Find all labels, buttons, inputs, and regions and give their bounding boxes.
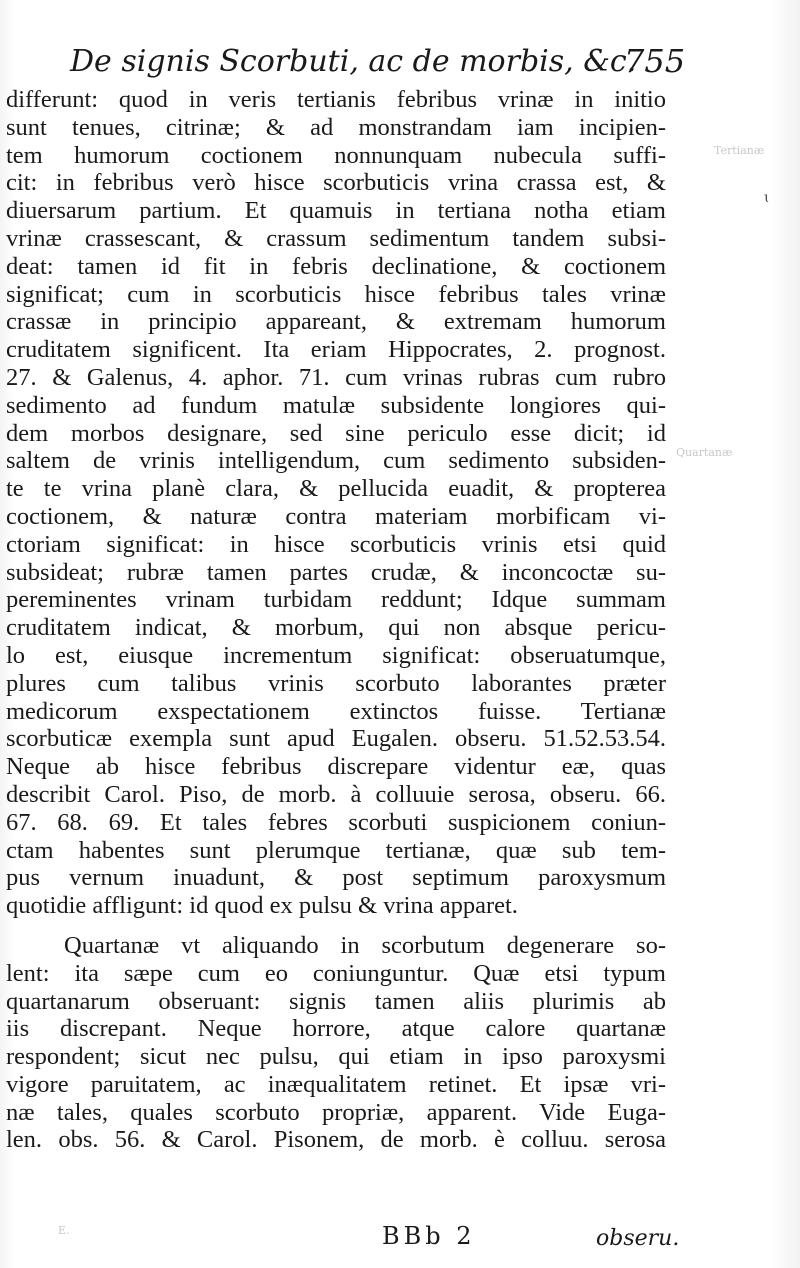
signature-mark: BBb 2: [382, 1222, 476, 1250]
margin-note: Tertianæ: [714, 144, 765, 157]
text-line: quotidie affligunt: id quod ex pulsu & vrina apparet.: [6, 892, 518, 920]
text-line: 27. & Galenus, 4. aphor. 71. cum vrinas rubras cum rubro: [6, 363, 666, 391]
text-line: saltem de vrinis intelligendum, cum sedimento subsiden-: [6, 447, 666, 475]
text-line: vrinæ crassescant, & crassum sedimentum tandem subsi-: [6, 224, 666, 252]
text-line: lo est, eiusque incrementum significat: obseruatumque,: [6, 641, 666, 669]
text-line: dem morbos designare, sed sine periculo esse dicit; id: [6, 419, 666, 447]
text-line: cruditatem indicat, & morbum, qui non absque pericu-: [6, 614, 666, 642]
text-line: 67. 68. 69. Et tales febres scorbuti suspicionem coniun-: [6, 808, 666, 836]
text-line: tem humorum coctionem nonnunquam nubecula suffi-: [6, 141, 666, 169]
text-line: Quartanæ vt aliquando in scorbutum degenerare so-: [64, 931, 666, 959]
text-line: describit Carol. Piso, de morb. à colluuie serosa, obseru. 66.: [6, 780, 666, 808]
margin-mark: ɩ: [764, 190, 770, 206]
text-line: respondent; sicut nec pulsu, qui etiam in ipso paroxysmi: [6, 1043, 666, 1071]
margin-note: E.: [58, 1224, 70, 1237]
text-line: iis discrepant. Neque horrore, atque calore quartanæ: [6, 1015, 666, 1043]
text-line: scorbuticæ exempla sunt apud Eugalen. obseru. 51.52.53.54.: [6, 725, 666, 753]
text-line: ctoriam significat: in hisce scorbuticis vrinis etsi quid: [6, 530, 666, 558]
text-line: coctionem, & naturæ contra materiam morbificam vi-: [6, 502, 666, 530]
text-line: significat; cum in scorbuticis hisce febribus tales vrinæ: [6, 280, 666, 308]
body-text: [6, 86, 666, 1154]
text-line: cruditatem significent. Ita eriam Hippocrates, 2. prognost.: [6, 336, 666, 364]
text-line: quartanarum obseruant: signis tamen aliis plurimis ab: [6, 987, 666, 1015]
text-line: næ tales, quales scorbuto propriæ, apparent. Vide Euga-: [6, 1098, 666, 1126]
text-line: pus vernum inuadunt, & post septimum paroxysmum: [6, 864, 666, 892]
text-line: medicorum exspectationem extinctos fuisse. Tertianæ: [6, 697, 666, 725]
running-title: De signis Scorbuti, ac de morbis, &c.: [70, 44, 637, 79]
text-line: pereminentes vrinam turbidam reddunt; Idque summam: [6, 586, 666, 614]
text-line: sunt tenues, citrinæ; & ad monstrandam iam incipien-: [6, 113, 666, 141]
text-line: len. obs. 56. & Carol. Pisonem, de morb. è colluu. serosa: [6, 1126, 666, 1154]
text-line: diuersarum partium. Et quamuis in tertiana notha etiam: [6, 197, 666, 225]
margin-note: Quartanæ: [676, 446, 733, 459]
text-line: crassæ in principio appareant, & extremam humorum: [6, 308, 666, 336]
text-line: ctam habentes sunt plerumque tertianæ, quæ sub tem-: [6, 836, 666, 864]
catchword: obseru.: [596, 1226, 680, 1251]
running-head: [70, 40, 686, 86]
text-line: vigore paruitatem, ac inæqualitatem retinet. Et ipsæ vri-: [6, 1070, 666, 1098]
text-line: Neque ab hisce febribus discrepare videntur eæ, quas: [6, 753, 666, 781]
text-line: deat: tamen id fit in febris declinatione, & coctionem: [6, 252, 666, 280]
text-line: cit: in febribus verò hisce scorbuticis vrina crassa est, &: [6, 169, 666, 197]
text-line: sedimento ad fundum matulæ subsidente longiores qui-: [6, 391, 666, 419]
paragraph-gap: [6, 920, 666, 932]
text-line: lent: ita sæpe cum eo coniunguntur. Quæ etsi typum: [6, 959, 666, 987]
text-line: te te vrina planè clara, & pellucida euadit, & propterea: [6, 475, 666, 503]
text-line: differunt: quod in veris tertianis febribus vrinæ in initio: [6, 86, 666, 113]
page-number: 755: [624, 42, 686, 80]
text-line: subsideat; rubræ tamen partes crudæ, & inconcoctæ su-: [6, 558, 666, 586]
text-line: plures cum talibus vrinis scorbuto laborantes præter: [6, 669, 666, 697]
